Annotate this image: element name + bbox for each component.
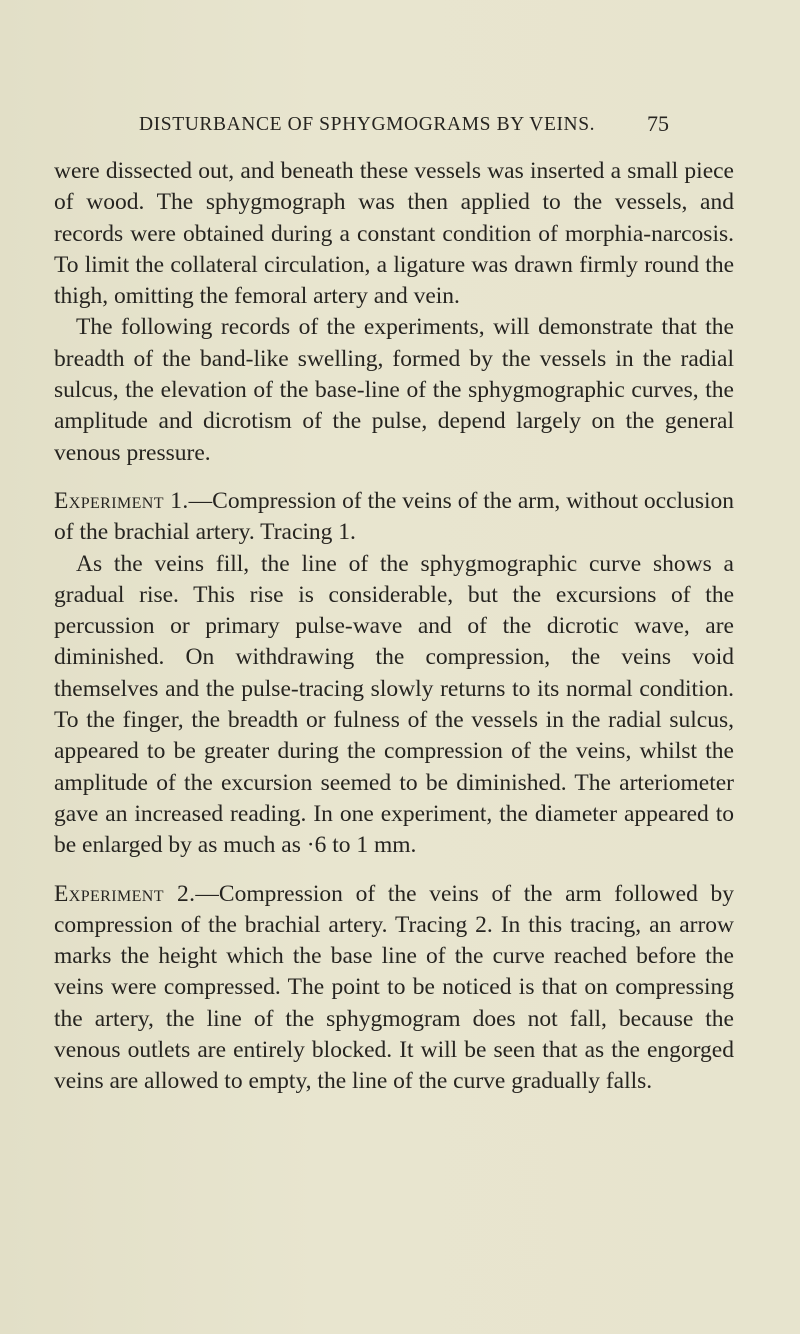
running-head <box>0 111 800 144</box>
body-text <box>54 156 734 1098</box>
experiment-1-discussion: As the veins fill, the line of the sphygmographic curve shows a gradual rise. This rise is considerable, but the excursions of the percussion or primary pulse-wave and of the dicrotic wave, are diminished. On withdrawing the compression, the veins void themselves and the pulse-tracing slowly returns to its normal condition. To the finger, the breadth or fulness of the vessels in the radial sulcus, appeared to be greater during the compression of the veins, whilst the amplitude of the excursion seemed to be diminished. The arteriometer gave an increased reading. In one experiment, the diameter appeared to be enlarged by as much as ·6 to 1 mm. <box>54 550 734 859</box>
experiment-2-description: —Compression of the veins of the arm followed by compression of the brachial artery. Tracing 2. In this tracing, an arrow marks the height which the base line of the curve reached before the veins were compressed. The point to be noticed is that on compressing the artery, the line of the sphygmogram does not fall, because the venous outlets are entirely blocked. It will be seen that as the engorged veins are allowed to empty, the line of the curve gradually falls. <box>54 880 735 1095</box>
experiment-1-description: —Compression of the veins of the arm, without occlusion of the brachial artery. Tracing 1. <box>54 487 734 546</box>
experiment-2-label: Experiment 2. <box>54 880 196 907</box>
experiment-1-heading <box>54 486 734 549</box>
experiment-1-label: Experiment 1. <box>54 487 189 514</box>
paragraph-summary: The following records of the experiments, will demonstrate that the breadth of the band-like swelling, formed by the vessels in the radial sulcus, the elevation of the base-line of the sphygmographic curves, the amplitude and dicrotism of the pulse, depend largely on the general venous pressure. <box>54 314 734 466</box>
running-title: DISTURBANCE OF SPHYGMOGRAMS BY VEINS. <box>139 114 596 135</box>
experiment-2-paragraph <box>54 879 734 1098</box>
page-number: 75 <box>647 111 669 136</box>
paragraph-continuation: were dissected out, and beneath these vessels was inserted a small piece of wood. The sphygmograph was then applied to the vessels, and records were obtained during a constant condition of morphia-narcosis. To limit the collateral circulation, a ligature was drawn firmly round the thigh, omitting the femoral artery and vein. <box>54 158 734 310</box>
